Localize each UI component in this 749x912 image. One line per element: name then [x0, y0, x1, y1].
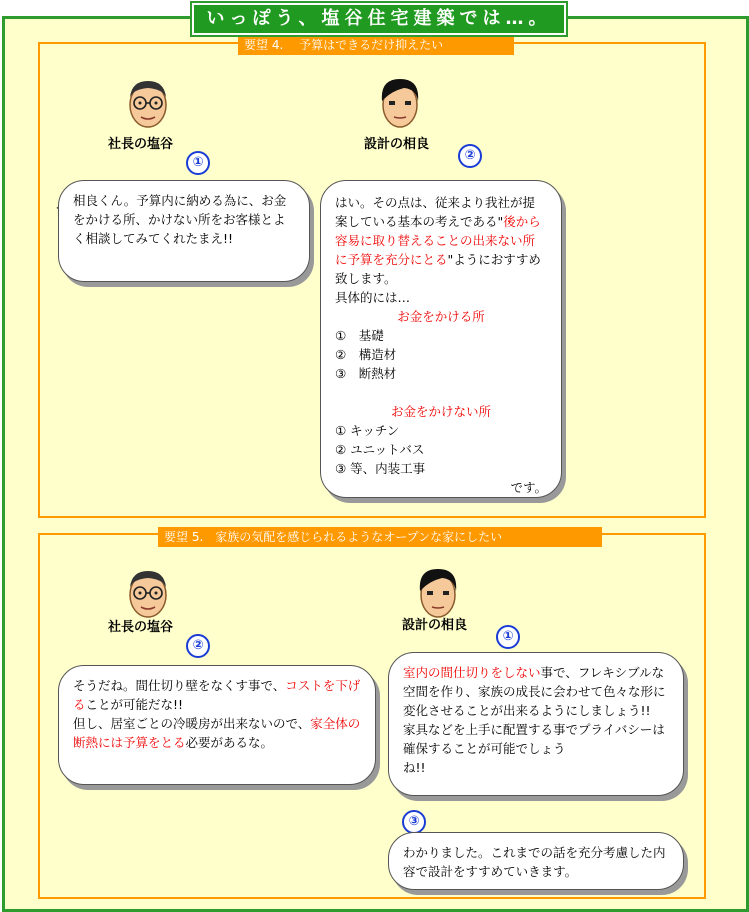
president-speech-text: 相良くん。予算内に納める為に、お金をかける所、かけない所をお客様とよく相談してみてくれたまえ!! — [73, 193, 287, 246]
designer-reply-bubble — [388, 832, 684, 890]
page-title: いっぽう、塩谷住宅建築では…。 — [192, 3, 566, 35]
list-item: ③ 断熱材 — [335, 366, 397, 381]
designer-speech-bubble — [388, 652, 684, 796]
speech-highlight: コストを下げる — [73, 678, 361, 712]
speech-text: 但し、居室ごとの冷暖房が出来ないので、 — [73, 716, 311, 731]
list-item: ② 構造材 — [335, 347, 397, 362]
speech-text: ことが可能だな!! — [85, 697, 184, 712]
president-face-icon — [122, 565, 174, 621]
speech-text: わかりました。これまでの話を充分考慮した内容で設計をすすめていきます。 — [403, 845, 666, 879]
step-number: ② — [186, 634, 210, 658]
speech-text: 具体的には… — [335, 290, 411, 305]
speech-text: はい。その点は、従来より我社が提案している基本の考えである — [335, 195, 536, 229]
president-speech-bubble — [58, 665, 376, 785]
list-item: ① 基礎 — [335, 328, 384, 343]
designer-face-icon — [412, 565, 464, 621]
designer-speech-bubble: はい。その点は、従来より我社が提案している基本の考えである"後から容易に取り替えることの出来ない所に予算を充分にとる"ようにおすすめ致します。 具体的には… お金をかける所 ① 基礎 ② 構造材 ③ 断熱材 お金をかけない所 ① キッチン ② ユニットバス ③ 等、内装工事 です。 — [320, 180, 562, 498]
speech-text: 必要があるな。 — [185, 735, 274, 750]
save-list-title: お金をかけない所 — [390, 404, 491, 419]
designer-name: 設計の相良 — [402, 618, 468, 633]
president-name: 社長の塩谷 — [108, 137, 174, 152]
step-number: ① — [186, 151, 210, 175]
speech-text: ね!! — [403, 760, 426, 775]
president-face-icon — [122, 75, 174, 131]
spend-list-title: お金をかける所 — [397, 309, 485, 324]
list-item: ① キッチン — [335, 423, 400, 438]
list-item: ③ 等、内装工事 — [335, 461, 426, 476]
speech-text: ようにおすすめ致します。 — [335, 252, 541, 286]
speech-text: そうだね。間仕切り壁をなくす事で、 — [73, 678, 286, 693]
president-speech-bubble — [58, 180, 310, 282]
speech-highlight: 室内の間仕切りをしない — [403, 665, 541, 680]
step-number: ① — [496, 625, 520, 649]
speech-text: 家具などを上手に配置する事でプライバシーは確保することが可能でしょう — [403, 722, 665, 756]
speech-text: です。 — [510, 480, 547, 495]
speech-highlight: 家全体の断熱には予算をとる — [73, 716, 361, 750]
speech-text: 事で、フレキシブルな空間を作り、家族の成長に会わせて色々な形に変化させることが出来るようにしましょう!! — [403, 665, 666, 718]
designer-name: 設計の相良 — [364, 137, 430, 152]
step-number: ③ — [402, 810, 426, 834]
step-number: ② — [458, 144, 482, 168]
list-item: ② ユニットバス — [335, 442, 425, 457]
president-name: 社長の塩谷 — [108, 620, 174, 635]
section-header-4: 要望 4. 予算はできるだけ抑えたい — [238, 35, 514, 55]
speech-highlight: 後から容易に取り替えることの出来ない所に予算を充分にとる — [335, 214, 541, 267]
designer-face-icon — [374, 75, 426, 131]
section-header-5: 要望 5. 家族の気配を感じられるようなオープンな家にしたい — [158, 527, 602, 547]
